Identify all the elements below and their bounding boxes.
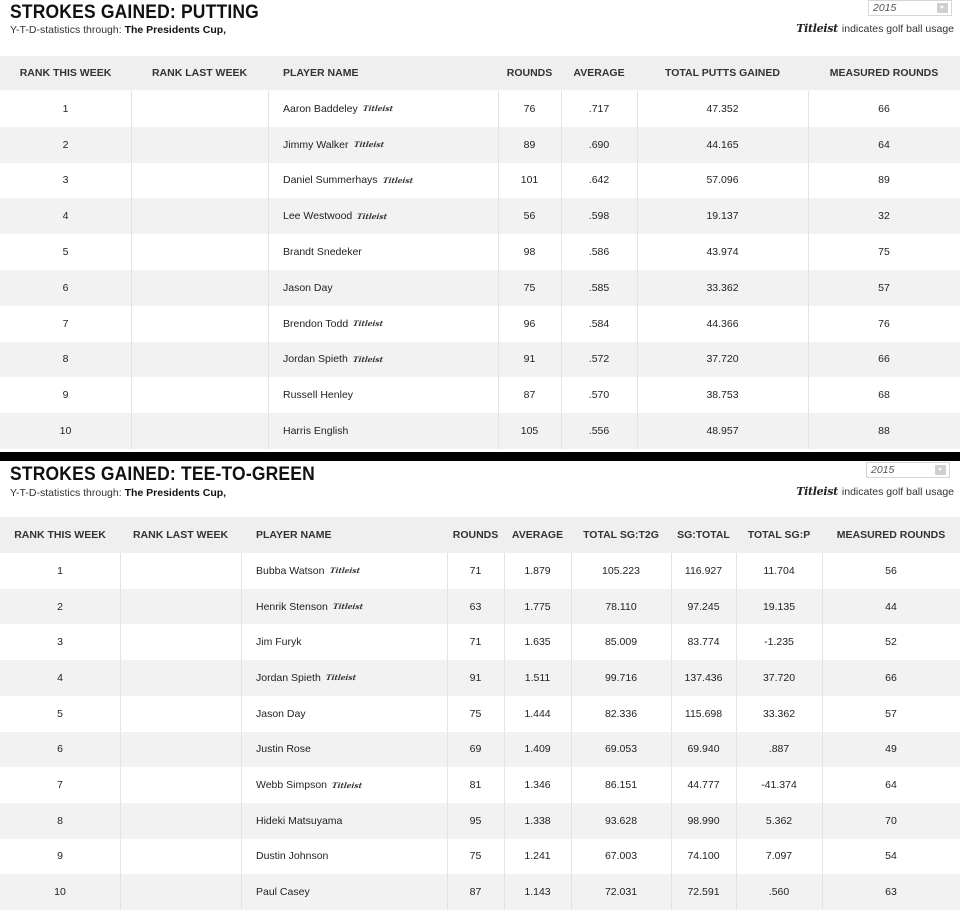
player-name-link[interactable]: Lee Westwood [283, 210, 353, 223]
cell-last [120, 589, 241, 625]
player-name-link[interactable]: Justin Rose [256, 743, 311, 756]
cell-player[interactable] [241, 803, 462, 839]
column-header-average[interactable]: AVERAGE [573, 67, 625, 79]
cell-t2g: 78.110 [605, 600, 637, 613]
cell-rank: 2 [62, 138, 69, 151]
cell-average: 1.143 [524, 886, 551, 899]
column-header-player[interactable]: PLAYER NAME [283, 67, 359, 79]
cell-measured: 52 [885, 636, 897, 649]
chevron-down-icon[interactable] [937, 3, 948, 13]
player-name-link[interactable]: Jason Day [283, 281, 333, 294]
cell-average: 1.241 [524, 850, 551, 863]
cell-rank: 10 [54, 886, 66, 899]
cell-player[interactable] [268, 270, 513, 306]
cell-t2g: 67.003 [604, 850, 638, 863]
cell-player[interactable] [268, 163, 513, 199]
table-row[interactable] [0, 413, 960, 449]
cell-total: 48.957 [706, 425, 739, 438]
cell-sgp: 5.362 [765, 814, 793, 827]
table-row[interactable] [0, 589, 960, 625]
cell-rank: 6 [57, 743, 63, 756]
cell-total: 19.137 [706, 210, 739, 223]
cell-sgtotal: 72.591 [687, 886, 720, 899]
cell-sgp: .560 [768, 886, 790, 899]
subtitle-prefix: Y-T-D-statistics through: [10, 487, 122, 499]
cell-sgtotal: 98.990 [687, 814, 720, 827]
cell-player[interactable] [241, 874, 462, 910]
cell-player[interactable] [268, 127, 513, 163]
cell-last [131, 306, 268, 342]
cell-measured: 66 [885, 671, 897, 684]
cell-measured: 66 [878, 102, 890, 115]
cell-rank: 5 [57, 707, 63, 720]
cell-average: .642 [588, 174, 610, 187]
table-row[interactable] [0, 624, 960, 660]
player-name-link[interactable]: Jimmy Walker [283, 138, 349, 151]
cell-rounds: 81 [469, 779, 482, 792]
table-header [0, 517, 960, 553]
table-row[interactable] [0, 234, 960, 270]
column-header-total[interactable]: TOTAL PUTTS GAINED [665, 67, 780, 79]
column-header-sgtotal[interactable]: SG:TOTAL [677, 529, 730, 541]
cell-player[interactable] [268, 342, 513, 378]
titleist-logo-icon: Titleist [352, 319, 384, 329]
subtitle-prefix: Y-T-D-statistics through: [10, 24, 122, 36]
cell-last [131, 270, 268, 306]
cell-measured: 44 [885, 600, 897, 613]
table-row[interactable] [0, 377, 960, 413]
player-name-link[interactable]: Jordan Spieth [256, 671, 321, 684]
t2g-subtitle [10, 487, 226, 499]
cell-last [120, 660, 241, 696]
column-header-t2g[interactable]: TOTAL SG:T2G [583, 529, 659, 541]
cell-rank: 8 [62, 353, 69, 366]
titleist-logo-icon: Titleist [325, 673, 357, 683]
cell-total: 43.974 [706, 246, 739, 259]
cell-measured: 89 [878, 174, 890, 187]
cell-average: 1.338 [524, 814, 551, 827]
cell-sgp: 33.362 [762, 707, 796, 720]
cell-measured: 49 [885, 743, 897, 756]
cell-measured: 32 [878, 210, 890, 223]
cell-total: 33.362 [706, 281, 739, 294]
cell-measured: 66 [878, 353, 890, 366]
player-name-link[interactable]: Hideki Matsuyama [256, 814, 343, 827]
cell-sgtotal: 83.774 [687, 636, 720, 649]
cell-sgtotal: 97.245 [687, 600, 720, 613]
cell-last [131, 198, 268, 234]
column-header-measured[interactable]: MEASURED ROUNDS [836, 529, 946, 541]
cell-rank: 8 [57, 814, 63, 827]
cell-sgtotal: 74.100 [687, 850, 720, 863]
cell-t2g: 93.628 [604, 814, 638, 827]
cell-average: .585 [588, 281, 610, 294]
column-header-last[interactable]: RANK LAST WEEK [132, 529, 229, 541]
cell-player[interactable] [241, 839, 462, 875]
titleist-logo-icon: Titleist [796, 22, 838, 35]
player-name-link[interactable]: Russell Henley [283, 389, 354, 402]
table-row[interactable] [0, 270, 960, 306]
column-header-last[interactable]: RANK LAST WEEK [151, 67, 248, 79]
table-row[interactable] [0, 553, 960, 589]
cell-average: .572 [588, 353, 610, 366]
cell-measured: 75 [878, 246, 890, 259]
table-row[interactable] [0, 839, 960, 875]
cell-rounds: 91 [523, 353, 536, 366]
legend-text: indicates golf ball usage [841, 486, 954, 498]
cell-measured: 70 [885, 814, 897, 827]
cell-sgp: 11.704 [763, 564, 795, 577]
cell-rounds: 69 [469, 743, 482, 756]
cell-average: .570 [588, 389, 610, 402]
player-name-link[interactable]: Jordan Spieth [283, 353, 348, 366]
cell-sgtotal: 69.940 [687, 743, 720, 756]
cell-player[interactable] [268, 234, 513, 270]
cell-total: 38.753 [706, 389, 739, 402]
cell-sgtotal: 44.777 [687, 779, 720, 792]
cell-rounds: 56 [523, 210, 536, 223]
table-row[interactable] [0, 127, 960, 163]
cell-player[interactable] [268, 306, 513, 342]
player-name-link[interactable]: Jason Day [256, 707, 306, 720]
cell-last [120, 624, 241, 660]
cell-rank: 4 [57, 671, 63, 684]
cell-total: 37.720 [706, 353, 739, 366]
cell-sgp: 19.135 [762, 600, 796, 613]
table-row[interactable] [0, 874, 960, 910]
player-name-link[interactable]: Daniel Summerhays [283, 174, 378, 187]
cell-average: .598 [588, 210, 610, 223]
cell-sgtotal: 137.436 [684, 671, 723, 684]
cell-rounds: 96 [523, 317, 536, 330]
player-name-link[interactable]: Paul Casey [256, 886, 310, 899]
cell-sgp: .887 [768, 743, 790, 756]
table-row[interactable] [0, 767, 960, 803]
cell-rounds: 105 [520, 425, 539, 438]
cell-total: 44.366 [706, 317, 739, 330]
cell-rounds: 98 [523, 246, 536, 259]
cell-rounds: 87 [523, 389, 536, 402]
cell-last [120, 732, 241, 768]
cell-player[interactable] [268, 377, 513, 413]
cell-rank: 9 [62, 389, 69, 402]
cell-t2g: 82.336 [604, 707, 638, 720]
cell-last [131, 413, 268, 449]
cell-rank: 5 [62, 246, 69, 259]
cell-measured: 57 [885, 707, 897, 720]
subtitle-event: The Presidents Cup, [124, 487, 227, 499]
titleist-logo-icon: Titleist [332, 602, 364, 612]
cell-last [131, 377, 268, 413]
cell-rounds: 75 [523, 281, 536, 294]
cell-t2g: 69.053 [604, 743, 638, 756]
player-name-link[interactable]: Webb Simpson [256, 779, 328, 792]
column-header-average[interactable]: AVERAGE [511, 529, 564, 541]
table-row[interactable] [0, 198, 960, 234]
cell-average: .690 [588, 138, 610, 151]
column-header-measured[interactable]: MEASURED ROUNDS [829, 67, 939, 79]
cell-last [131, 342, 268, 378]
cell-t2g: 105.223 [602, 564, 640, 577]
table-row[interactable] [0, 660, 960, 696]
cell-rank: 2 [57, 600, 63, 613]
cell-t2g: 86.151 [604, 779, 638, 792]
table-header [0, 56, 960, 90]
cell-measured: 88 [878, 425, 890, 438]
cell-rounds: 101 [520, 174, 539, 187]
cell-rank: 6 [62, 281, 69, 294]
legend-text: indicates golf ball usage [841, 23, 954, 35]
cell-total: 44.165 [706, 138, 739, 151]
cell-player[interactable] [241, 624, 462, 660]
cell-rank: 1 [57, 564, 63, 577]
cell-measured: 68 [878, 389, 890, 402]
cell-player[interactable] [241, 767, 462, 803]
cell-player[interactable] [241, 660, 462, 696]
cell-average: .717 [588, 102, 610, 115]
table-row[interactable] [0, 306, 960, 342]
cell-average: 1.511 [524, 671, 551, 684]
cell-last [120, 839, 241, 875]
cell-sgtotal: 115.698 [684, 707, 723, 720]
cell-last [120, 874, 241, 910]
column-header-rank[interactable]: RANK THIS WEEK [14, 529, 106, 541]
cell-rounds: 95 [469, 814, 482, 827]
player-name-link[interactable]: Aaron Baddeley [283, 102, 358, 115]
cell-last [131, 91, 268, 127]
cell-average: 1.775 [524, 600, 551, 613]
cell-rounds: 75 [469, 707, 482, 720]
subtitle-event: The Presidents Cup, [124, 24, 227, 36]
cell-rounds: 71 [469, 564, 482, 577]
column-header-player[interactable]: PLAYER NAME [256, 529, 332, 541]
cell-total: 47.352 [706, 102, 739, 115]
cell-average: .586 [588, 246, 610, 259]
table-row[interactable] [0, 732, 960, 768]
player-name-link[interactable]: Jim Furyk [256, 636, 302, 649]
t2g-title: STROKES GAINED: TEE-TO-GREEN [10, 464, 315, 485]
cell-t2g: 72.031 [604, 886, 638, 899]
table-row[interactable] [0, 696, 960, 732]
titleist-logo-icon: Titleist [362, 104, 394, 114]
cell-player[interactable] [241, 589, 462, 625]
titleist-logo-icon: Titleist [356, 211, 388, 221]
cell-t2g: 85.009 [604, 636, 638, 649]
titleist-logo-icon: Titleist [352, 140, 385, 150]
table-row[interactable] [0, 342, 960, 378]
cell-average: 1.444 [524, 707, 551, 720]
player-name-link[interactable]: Bubba Watson [256, 564, 325, 577]
year-value: 2015 [873, 2, 897, 14]
t2g-panel [0, 461, 960, 910]
putting-subtitle [10, 24, 226, 36]
cell-average: 1.635 [524, 636, 551, 649]
player-name-link[interactable]: Brendon Todd [283, 317, 349, 330]
column-header-rounds[interactable]: ROUNDS [452, 529, 499, 541]
cell-rounds: 91 [469, 671, 482, 684]
cell-rounds: 63 [469, 600, 482, 613]
cell-player[interactable] [241, 696, 462, 732]
year-value: 2015 [871, 464, 895, 476]
putting-panel [0, 0, 960, 452]
titleist-logo-icon: Titleist [352, 354, 384, 364]
titleist-logo-icon: Titleist [381, 175, 414, 185]
player-name-link[interactable]: Dustin Johnson [256, 850, 329, 863]
titleist-legend [796, 485, 954, 498]
cell-rank: 1 [62, 102, 69, 115]
cell-rounds: 87 [469, 886, 482, 899]
cell-measured: 57 [878, 281, 890, 294]
cell-player[interactable] [268, 91, 513, 127]
cell-sgp: 37.720 [762, 671, 796, 684]
cell-t2g: 99.716 [604, 671, 638, 684]
table-row[interactable] [0, 163, 960, 199]
column-header-sgp[interactable]: TOTAL SG:P [747, 529, 811, 541]
cell-rounds: 76 [523, 102, 536, 115]
cell-sgp: -1.235 [764, 636, 794, 649]
putting-title: STROKES GAINED: PUTTING [10, 2, 259, 23]
cell-rounds: 75 [469, 850, 482, 863]
cell-last [131, 127, 268, 163]
cell-total: 57.096 [706, 174, 739, 187]
cell-sgp: 7.097 [765, 850, 793, 863]
cell-sgp: -41.374 [761, 779, 797, 792]
cell-player[interactable] [268, 198, 513, 234]
panel-divider [0, 452, 960, 461]
year-select[interactable] [868, 0, 952, 16]
cell-measured: 64 [878, 138, 890, 151]
cell-rank: 7 [62, 317, 69, 330]
cell-rank: 4 [62, 210, 69, 223]
cell-measured: 64 [885, 779, 897, 792]
cell-player[interactable] [241, 732, 462, 768]
titleist-logo-icon: Titleist [796, 485, 838, 498]
cell-last [120, 803, 241, 839]
player-name-link[interactable]: Brandt Snedeker [283, 246, 362, 259]
cell-last [120, 553, 241, 589]
cell-measured: 63 [885, 886, 897, 899]
cell-measured: 54 [885, 850, 897, 863]
table-row[interactable] [0, 91, 960, 127]
cell-rank: 3 [57, 636, 63, 649]
titleist-legend [796, 22, 954, 35]
column-header-rank[interactable]: RANK THIS WEEK [19, 67, 112, 79]
cell-average: 1.879 [524, 564, 551, 577]
cell-rank: 3 [62, 174, 69, 187]
titleist-logo-icon: Titleist [328, 566, 361, 576]
cell-rank: 7 [57, 779, 63, 792]
cell-average: .584 [588, 317, 610, 330]
cell-rounds: 89 [523, 138, 536, 151]
cell-measured: 56 [885, 564, 897, 577]
cell-average: 1.346 [524, 779, 551, 792]
cell-rank: 10 [59, 425, 72, 438]
cell-last [120, 696, 241, 732]
cell-measured: 76 [878, 317, 890, 330]
cell-rank: 9 [57, 850, 63, 863]
titleist-logo-icon: Titleist [331, 780, 363, 790]
cell-last [131, 163, 268, 199]
chevron-down-icon[interactable] [935, 465, 946, 475]
cell-rounds: 71 [469, 636, 482, 649]
table-row[interactable] [0, 803, 960, 839]
player-name-link[interactable]: Harris English [283, 425, 349, 438]
cell-average: 1.409 [524, 743, 551, 756]
cell-last [131, 234, 268, 270]
cell-last [120, 767, 241, 803]
column-header-rounds[interactable]: ROUNDS [506, 67, 553, 79]
cell-player[interactable] [268, 413, 513, 449]
cell-sgtotal: 116.927 [684, 564, 723, 577]
year-select[interactable] [866, 462, 950, 478]
player-name-link[interactable]: Henrik Stenson [256, 600, 328, 613]
cell-average: .556 [588, 425, 610, 438]
cell-player[interactable] [241, 553, 462, 589]
